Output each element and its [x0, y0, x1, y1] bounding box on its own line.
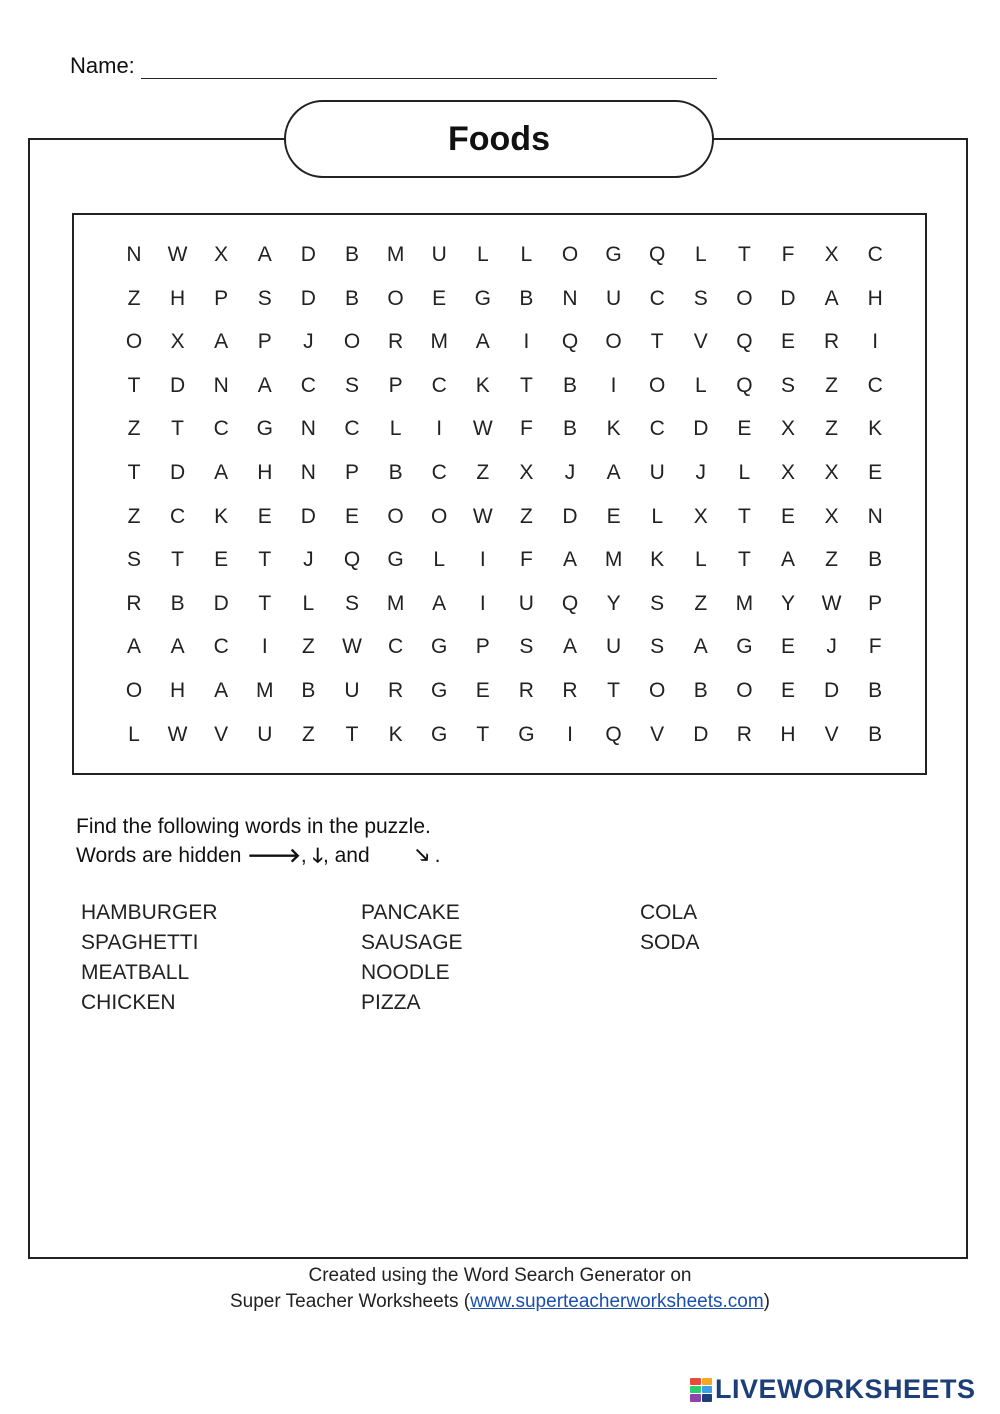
footer-prefix: Super Teacher Worksheets ( — [230, 1291, 471, 1312]
grid-letter-r5-c12[interactable]: K — [606, 417, 621, 441]
grid-letter-r12-c13[interactable]: V — [650, 722, 665, 746]
grid-letter-r8-c13[interactable]: K — [650, 548, 665, 572]
grid-letter-r6-c18[interactable]: E — [868, 461, 883, 484]
grid-letter-r7-c17[interactable]: X — [824, 504, 839, 528]
grid-letter-r4-c15[interactable]: Q — [736, 373, 753, 397]
grid-letter-r1-c5[interactable]: D — [300, 243, 316, 266]
grid-letter-r11-c5[interactable]: B — [301, 679, 316, 702]
grid-letter-r7-c12[interactable]: E — [606, 504, 621, 528]
grid-letter-r12-c12[interactable]: Q — [605, 722, 622, 746]
grid-letter-r12-c18[interactable]: B — [868, 722, 883, 746]
grid-letter-r11-c4[interactable]: M — [256, 679, 274, 702]
grid-letter-r8-c12[interactable]: M — [604, 548, 623, 572]
grid-letter-r5-c11[interactable]: B — [562, 417, 577, 441]
name-label: Name: — [70, 53, 135, 78]
grid-letter-r4-c4[interactable]: A — [257, 373, 272, 397]
arrow-right-icon: 🡒 — [247, 845, 301, 867]
grid-letter-r1-c1[interactable]: N — [126, 243, 142, 266]
grid-letter-r2-c10[interactable]: B — [519, 286, 534, 310]
grid-letter-r9-c7[interactable]: M — [386, 591, 405, 615]
grid-letter-r1-c17[interactable]: X — [824, 243, 839, 266]
grid-letter-r4-c14[interactable]: L — [694, 373, 707, 397]
instructions-prefix: Words are hidden — [76, 844, 242, 867]
grid-letter-r1-c18[interactable]: C — [867, 243, 883, 266]
grid-letter-r4-c12[interactable]: I — [610, 373, 617, 397]
grid-letter-r10-c10[interactable]: S — [519, 635, 534, 659]
grid-letter-r8-c2[interactable]: T — [171, 548, 184, 572]
grid-letter-r3-c13[interactable]: T — [650, 330, 664, 354]
name-row — [70, 52, 717, 79]
grid-letter-r5-c1[interactable]: Z — [127, 417, 141, 441]
grid-letter-r2-c11[interactable]: N — [562, 286, 578, 310]
grid-letter-r4-c8[interactable]: C — [431, 373, 447, 397]
grid-letter-r11-c16[interactable]: E — [780, 679, 795, 702]
grid-letter-r5-c5[interactable]: N — [300, 417, 316, 441]
grid-letter-r5-c6[interactable]: C — [344, 417, 360, 441]
grid-letter-r1-c14[interactable]: L — [694, 243, 707, 266]
logo-tile-1 — [690, 1378, 701, 1385]
grid-letter-r12-c17[interactable]: V — [824, 722, 839, 746]
liveworksheets-logo[interactable] — [690, 1374, 976, 1405]
grid-letter-r3-c15[interactable]: Q — [736, 330, 753, 354]
logo-tile-4 — [702, 1386, 713, 1393]
grid-letter-r8-c9[interactable]: I — [479, 548, 486, 572]
grid-letter-r10-c12[interactable]: U — [606, 635, 622, 659]
grid-letter-r3-c12[interactable]: O — [605, 330, 622, 354]
grid-letter-r6-c13[interactable]: U — [649, 461, 665, 484]
grid-letter-r6-c14[interactable]: J — [695, 461, 707, 484]
grid-letter-r8-c7[interactable]: G — [387, 548, 404, 572]
separator-comma: , — [300, 844, 307, 867]
footer-line-2 — [0, 1289, 1000, 1315]
grid-letter-r10-c8[interactable]: G — [431, 635, 448, 659]
grid-letter-r12-c7[interactable]: K — [388, 722, 403, 746]
grid-letter-r1-c3[interactable]: X — [214, 243, 229, 266]
grid-letter-r3-c6[interactable]: O — [343, 330, 361, 354]
grid-letter-r2-c17[interactable]: A — [824, 286, 839, 310]
grid-letter-r3-c3[interactable]: A — [214, 330, 229, 354]
word-noodle: NOODLE — [361, 961, 450, 984]
word-meatball: MEATBALL — [81, 961, 190, 984]
grid-letter-r2-c4[interactable]: S — [257, 286, 272, 310]
word-chicken: CHICKEN — [81, 991, 176, 1014]
grid-letter-r3-c10[interactable]: I — [523, 330, 530, 354]
grid-letter-r2-c8[interactable]: E — [432, 286, 447, 310]
grid-letter-r6-c5[interactable]: N — [300, 461, 316, 484]
grid-letter-r9-c14[interactable]: Z — [694, 591, 708, 615]
grid-letter-r2-c9[interactable]: G — [474, 286, 491, 310]
grid-letter-r3-c17[interactable]: R — [824, 330, 840, 354]
separator-and: , and — [322, 844, 370, 867]
grid-letter-r9-c9[interactable]: I — [479, 591, 486, 615]
grid-letter-r1-c15[interactable]: T — [737, 243, 751, 266]
grid-letter-r6-c17[interactable]: X — [824, 461, 839, 484]
grid-letter-r8-c5[interactable]: J — [303, 548, 314, 572]
grid-letter-r9-c16[interactable]: Y — [780, 591, 795, 615]
grid-letter-r3-c2[interactable]: X — [170, 330, 185, 354]
grid-letter-r7-c6[interactable]: E — [344, 504, 359, 528]
grid-letter-r10-c9[interactable]: P — [475, 635, 490, 659]
grid-letter-r4-c11[interactable]: B — [562, 373, 577, 397]
grid-letter-r4-c16[interactable]: S — [780, 373, 795, 397]
grid-letter-r8-c14[interactable]: L — [694, 548, 707, 572]
grid-letter-r4-c3[interactable]: N — [213, 373, 229, 397]
grid-letter-r12-c10[interactable]: G — [518, 722, 535, 746]
grid-letter-r8-c1[interactable]: S — [126, 548, 141, 572]
grid-letter-r2-c2[interactable]: H — [170, 286, 186, 310]
grid-letter-r8-c4[interactable]: T — [258, 548, 272, 572]
grid-letter-r9-c17[interactable]: W — [821, 591, 842, 615]
liveworksheets-icon — [690, 1378, 712, 1402]
grid-letter-r11-c17[interactable]: D — [824, 679, 840, 702]
word-cola: COLA — [640, 901, 698, 924]
grid-letter-r4-c17[interactable]: Z — [825, 373, 838, 397]
grid-letter-r3-c8[interactable]: M — [430, 330, 448, 354]
grid-letter-r6-c10[interactable]: X — [519, 461, 534, 484]
grid-letter-r12-c8[interactable]: G — [431, 722, 448, 746]
grid-letter-r12-c3[interactable]: V — [214, 722, 229, 746]
grid-letter-r11-c9[interactable]: E — [475, 679, 490, 702]
word-hamburger: HAMBURGER — [81, 901, 218, 924]
instructions — [76, 812, 440, 871]
footer-suffix: ) — [763, 1291, 770, 1312]
grid-letter-r9-c15[interactable]: M — [735, 591, 754, 615]
grid-letter-r5-c9[interactable]: W — [472, 417, 493, 441]
grid-letter-r9-c8[interactable]: A — [432, 591, 447, 615]
grid-letter-r5-c8[interactable]: I — [436, 417, 443, 441]
grid-letter-r1-c9[interactable]: L — [476, 243, 489, 266]
grid-letter-r7-c2[interactable]: C — [170, 504, 186, 528]
grid-letter-r5-c18[interactable]: K — [868, 417, 883, 441]
page-title: Foods — [448, 119, 550, 158]
grid-letter-r1-c13[interactable]: Q — [649, 243, 666, 266]
arrow-diagonal-icon: 🡖 — [415, 845, 429, 867]
grid-letter-r12-c16[interactable]: H — [780, 722, 796, 746]
grid-letter-r11-c14[interactable]: B — [693, 679, 708, 702]
grid-letter-r1-c10[interactable]: L — [520, 243, 533, 266]
grid-letter-r3-c4[interactable]: P — [257, 330, 272, 354]
grid-letter-r5-c7[interactable]: L — [389, 417, 402, 441]
grid-letter-r10-c18[interactable]: F — [868, 635, 882, 659]
grid-letter-r9-c4[interactable]: T — [258, 591, 272, 615]
grid-letter-r1-c2[interactable]: W — [167, 243, 188, 266]
grid-letter-r10-c16[interactable]: E — [780, 635, 795, 659]
grid-letter-r9-c18[interactable]: P — [868, 591, 883, 615]
grid-letter-r8-c3[interactable]: E — [214, 548, 229, 572]
instructions-period: . — [434, 844, 441, 867]
grid-letter-r12-c9[interactable]: T — [476, 722, 490, 746]
grid-letter-r11-c18[interactable]: B — [868, 679, 883, 702]
grid-letter-r2-c3[interactable]: P — [214, 286, 229, 310]
grid-letter-r8-c10[interactable]: F — [519, 548, 533, 572]
grid-letter-r10-c1[interactable]: A — [126, 635, 141, 659]
word-spaghetti: SPAGHETTI — [81, 931, 199, 954]
instructions-line-2 — [76, 841, 440, 871]
grid-letter-r2-c7[interactable]: O — [387, 286, 404, 310]
grid-letter-r2-c1[interactable]: Z — [127, 286, 141, 310]
grid-letter-r7-c5[interactable]: D — [300, 504, 316, 528]
grid-letter-r10-c5[interactable]: Z — [301, 635, 315, 659]
grid-letter-r12-c4[interactable]: U — [257, 722, 273, 746]
grid-letter-r11-c6[interactable]: U — [344, 679, 360, 702]
grid-letter-r11-c2[interactable]: H — [170, 679, 186, 702]
grid-letter-r10-c13[interactable]: S — [650, 635, 665, 659]
grid-letter-r6-c2[interactable]: D — [170, 461, 186, 484]
grid-letter-r7-c14[interactable]: X — [693, 504, 708, 528]
grid-letter-r5-c16[interactable]: X — [780, 417, 795, 441]
grid-letter-r9-c6[interactable]: S — [344, 591, 359, 615]
grid-letter-r11-c8[interactable]: G — [431, 679, 448, 702]
grid-letter-r1-c7[interactable]: M — [386, 243, 405, 266]
grid-letter-r6-c11[interactable]: J — [564, 461, 576, 484]
grid-letter-r8-c16[interactable]: A — [780, 548, 795, 572]
footer — [0, 1263, 1000, 1315]
grid-letter-r7-c3[interactable]: K — [214, 504, 229, 528]
grid-letter-r2-c13[interactable]: C — [649, 286, 665, 310]
liveworksheets-logo-text: LIVEWORKSHEETS — [715, 1374, 976, 1404]
logo-tile-3 — [690, 1386, 701, 1393]
grid-letter-r10-c3[interactable]: C — [213, 635, 229, 659]
grid-letter-r4-c18[interactable]: C — [867, 373, 883, 397]
grid-letter-r10-c14[interactable]: A — [693, 635, 708, 659]
grid-letter-r1-c6[interactable]: B — [344, 243, 359, 266]
grid-letter-r7-c13[interactable]: L — [651, 504, 664, 528]
grid-letter-r1-c16[interactable]: F — [781, 243, 795, 266]
grid-letter-r1-c4[interactable]: A — [257, 243, 272, 266]
grid-letter-r1-c8[interactable]: U — [431, 243, 447, 266]
arrow-down-icon: 🡓 — [312, 845, 323, 867]
logo-tile-2 — [702, 1378, 713, 1385]
grid-letter-r3-c14[interactable]: V — [693, 330, 708, 354]
grid-letter-r2-c18[interactable]: H — [867, 286, 883, 310]
grid-letter-r2-c14[interactable]: S — [693, 286, 708, 310]
grid-letter-r3-c9[interactable]: A — [475, 330, 490, 354]
grid-letter-r6-c8[interactable]: C — [431, 461, 447, 484]
grid-letter-r6-c7[interactable]: B — [388, 461, 403, 484]
grid-letter-r7-c7[interactable]: O — [387, 504, 404, 528]
grid-letter-r11-c1[interactable]: O — [125, 679, 143, 702]
logo-tile-6 — [702, 1394, 713, 1401]
grid-letter-r9-c11[interactable]: Q — [561, 591, 579, 615]
grid-letter-r3-c1[interactable]: O — [125, 330, 143, 354]
grid-letter-r9-c10[interactable]: U — [518, 591, 534, 615]
grid-letter-r8-c18[interactable]: B — [868, 548, 883, 572]
grid-letter-r7-c16[interactable]: E — [780, 504, 795, 528]
grid-letter-r10-c17[interactable]: J — [826, 635, 837, 659]
grid-letter-r3-c5[interactable]: J — [303, 330, 314, 354]
grid-letter-r4-c5[interactable]: C — [300, 373, 316, 397]
grid-letter-r11-c13[interactable]: O — [649, 679, 666, 702]
grid-letter-r10-c2[interactable]: A — [170, 635, 185, 659]
grid-letter-r5-c4[interactable]: G — [256, 417, 273, 441]
grid-letter-r11-c15[interactable]: O — [736, 679, 753, 702]
grid-letter-r1-c11[interactable]: O — [561, 243, 579, 266]
grid-letter-r12-c14[interactable]: D — [693, 722, 709, 746]
grid-letter-r4-c2[interactable]: D — [170, 373, 186, 397]
grid-letter-r10-c6[interactable]: W — [342, 635, 362, 659]
grid-letter-r11-c3[interactable]: A — [214, 679, 229, 702]
grid-letter-r8-c15[interactable]: T — [737, 548, 751, 572]
grid-letter-r9-c3[interactable]: D — [213, 591, 229, 615]
grid-letter-r3-c18[interactable]: I — [872, 330, 879, 354]
grid-letter-r4-c7[interactable]: P — [388, 373, 403, 397]
grid-letter-r6-c3[interactable]: A — [214, 461, 229, 484]
grid-letter-r5-c2[interactable]: T — [171, 417, 184, 441]
grid-letter-r12-c11[interactable]: I — [567, 722, 573, 746]
word-pancake: PANCAKE — [361, 901, 460, 924]
grid-letter-r2-c6[interactable]: B — [344, 286, 359, 310]
grid-letter-r8-c6[interactable]: Q — [343, 548, 361, 572]
grid-letter-r9-c12[interactable]: Y — [606, 591, 621, 615]
grid-letter-r3-c7[interactable]: R — [388, 330, 404, 354]
grid-letter-r7-c15[interactable]: T — [737, 504, 751, 528]
grid-letter-r6-c4[interactable]: H — [257, 461, 273, 484]
grid-letter-r4-c6[interactable]: S — [344, 373, 359, 397]
grid-letter-r7-c1[interactable]: Z — [127, 504, 141, 528]
grid-letter-r8-c17[interactable]: Z — [825, 548, 838, 572]
grid-letter-r5-c13[interactable]: C — [649, 417, 665, 441]
grid-letter-r10-c4[interactable]: I — [261, 635, 268, 659]
grid-letter-r7-c9[interactable]: W — [472, 504, 493, 528]
name-input-line[interactable] — [141, 52, 717, 79]
grid-letter-r8-c11[interactable]: A — [562, 548, 577, 572]
grid-letter-r10-c11[interactable]: A — [562, 635, 577, 659]
grid-letter-r2-c12[interactable]: U — [606, 286, 622, 310]
grid-letter-r11-c10[interactable]: R — [518, 679, 534, 702]
grid-letter-r4-c10[interactable]: T — [519, 373, 533, 397]
grid-letter-r3-c16[interactable]: E — [780, 330, 795, 354]
grid-letter-r2-c15[interactable]: O — [736, 286, 753, 310]
grid-letter-r4-c13[interactable]: O — [649, 373, 666, 397]
word-soda: SODA — [640, 931, 700, 954]
grid-letter-r2-c5[interactable]: D — [300, 286, 316, 310]
grid-letter-r12-c5[interactable]: Z — [301, 722, 315, 746]
grid-letter-r11-c7[interactable]: R — [388, 679, 404, 702]
grid-letter-r5-c17[interactable]: Z — [825, 417, 838, 441]
instructions-line-1: Find the following words in the puzzle. — [76, 815, 431, 838]
grid-letter-r10-c15[interactable]: G — [736, 635, 753, 659]
grid-letter-r5-c15[interactable]: E — [737, 417, 752, 441]
grid-letter-r7-c8[interactable]: O — [431, 504, 448, 528]
grid-letter-r6-c6[interactable]: P — [344, 461, 359, 484]
grid-letter-r8-c8[interactable]: L — [433, 548, 446, 572]
footer-line-1: Created using the Word Search Generator on — [308, 1265, 692, 1286]
grid-letter-r12-c2[interactable]: W — [167, 722, 188, 746]
grid-letter-r7-c4[interactable]: E — [257, 504, 272, 528]
grid-letter-r12-c6[interactable]: T — [345, 722, 359, 746]
grid-letter-r7-c11[interactable]: D — [562, 504, 578, 528]
grid-letter-r2-c16[interactable]: D — [780, 286, 796, 310]
grid-letter-r5-c14[interactable]: D — [693, 417, 709, 441]
grid-letter-r7-c18[interactable]: N — [867, 504, 883, 528]
word-search-grid — [72, 213, 927, 775]
grid-letter-r4-c1[interactable]: T — [127, 373, 141, 397]
footer-link[interactable]: www.superteacherworksheets.com — [470, 1291, 764, 1312]
title-banner — [284, 100, 714, 178]
grid-letter-r10-c7[interactable]: C — [388, 635, 404, 659]
word-sausage: SAUSAGE — [361, 931, 463, 954]
grid-letter-r4-c9[interactable]: K — [475, 373, 490, 397]
grid-letter-r1-c12[interactable]: G — [605, 243, 622, 266]
grid-letter-r11-c11[interactable]: R — [562, 679, 578, 702]
grid-letter-r6-c1[interactable]: T — [127, 461, 141, 484]
grid-letter-r9-c13[interactable]: S — [650, 591, 665, 615]
grid-letter-r5-c3[interactable]: C — [213, 417, 229, 441]
grid-letter-r6-c16[interactable]: X — [780, 461, 795, 484]
grid-letter-r3-c11[interactable]: Q — [561, 330, 579, 354]
grid-letter-r9-c2[interactable]: B — [170, 591, 185, 615]
grid-letter-r5-c10[interactable]: F — [519, 417, 533, 441]
grid-letter-r6-c9[interactable]: Z — [476, 461, 490, 484]
grid-letter-r7-c10[interactable]: Z — [519, 504, 533, 528]
word-pizza: PIZZA — [361, 991, 421, 1014]
grid-letter-r6-c12[interactable]: A — [606, 461, 621, 484]
grid-letter-r9-c5[interactable]: L — [302, 591, 315, 615]
logo-tile-5 — [690, 1394, 701, 1401]
grid-letter-r11-c12[interactable]: T — [607, 679, 620, 702]
grid-letter-r9-c1[interactable]: R — [126, 591, 142, 615]
grid-letter-r12-c15[interactable]: R — [736, 722, 752, 746]
grid-letter-r6-c15[interactable]: L — [738, 461, 751, 484]
grid-letter-r12-c1[interactable]: L — [128, 722, 140, 746]
